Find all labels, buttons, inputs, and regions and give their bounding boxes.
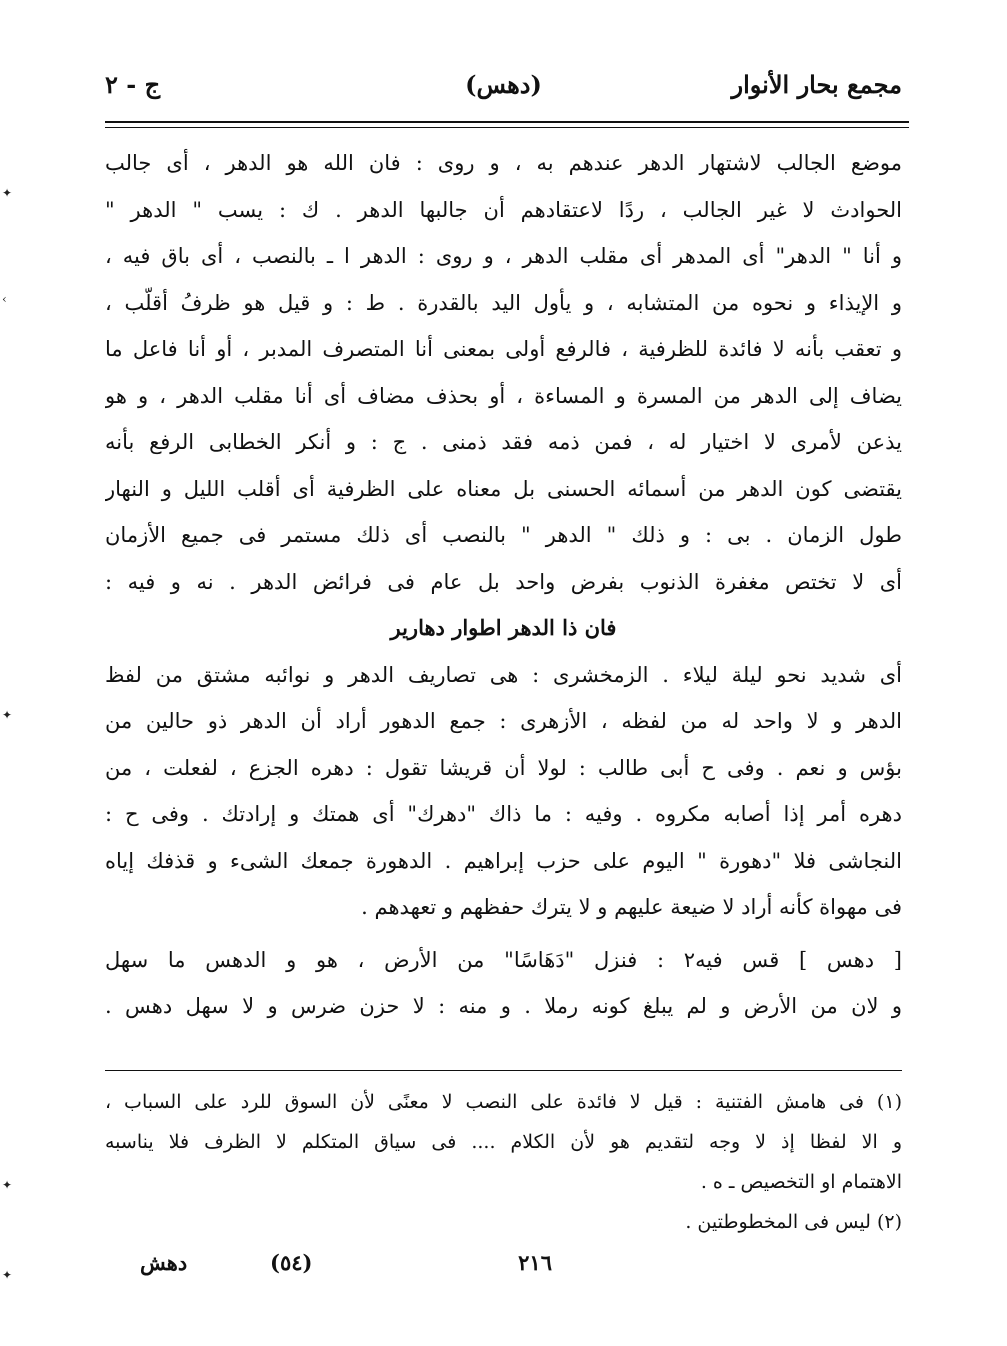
verse-line: فان ذا الدهر اطوار دهارير xyxy=(390,615,617,640)
footnote-line: (١) فى هامش الفتنية : قيل لا فائدة على النصب لا معنًى لأن السوق للرد على السباب ، xyxy=(105,1091,902,1113)
text-line: طول الزمان . بى : و ذلك " الدهر " بالنصب أى ذلك مستمر فى جميع الأزمان xyxy=(105,523,902,547)
header-rule xyxy=(105,121,909,123)
text-line: الحوادث لا غير الجالب ، ردًا لاعتقادهم أن جالبها الدهر . ك : يسب " الدهر " xyxy=(105,197,902,222)
text-line: دهره أمر إذا أصابه مكروه . وفيه : ما ذاك "دهرك" أى همتك و إرادتك . وفى ح : xyxy=(105,802,902,826)
text-line: موضع الجالب لاشتهار الدهر عندهم به ، و روى : فان الله هو الدهر ، أى جالب xyxy=(105,151,902,175)
page-header xyxy=(105,70,902,120)
sequence-number: (٥٤) xyxy=(270,1250,313,1275)
text-line: و لان من الأرض و لم يبلغ كونه رملا . و منه : لا حزن ضرس و لا سهل دهس . xyxy=(105,994,902,1018)
text-line: النجاشى فلا "دهورة " اليوم على حزب إبراهيم . الدهورة جمعك الشىء و قذفك إياه xyxy=(105,848,902,873)
page-footer xyxy=(140,1250,902,1284)
footnotes xyxy=(105,1082,902,1242)
main-text xyxy=(105,140,902,1030)
text-line: [ دهس ] قس فيه٢ : فنزل "دَهَاسًا" من الأرض ، هو و الدهس ما سهل xyxy=(105,947,902,972)
footnote-line: (٢) ليس فى المخطوطتين . xyxy=(685,1211,902,1233)
text-line: أى شديد نحو ليلة ليلاء . الزمخشرى : هى تصاريف الدهر و نوائبه مشتق من لفظ xyxy=(105,662,902,687)
footnote-line: الاهتمام او التخصيص ـ ه . xyxy=(700,1171,902,1193)
text-line: أى لا تختص مغفرة الذنوب بفرض واحد بل عام فى فرائض الدهر . نه و فيه : xyxy=(105,569,902,594)
entry-heading: (دهس) xyxy=(465,70,542,99)
margin-mark-icon: ✦ xyxy=(2,708,13,722)
margin-mark-icon: ‹ xyxy=(2,292,7,306)
text-line: الدهر و لا واحد له من لفظه ، الأزهرى : جمع الدهور أراد أن الدهر ذو حالين من xyxy=(105,709,902,733)
margin-mark-icon: ✦ xyxy=(2,186,13,200)
text-line: فى مهواة كأنه أراد لا ضيعة عليهم و لا يترك حفظهم و تعهدهم . xyxy=(361,895,902,919)
catchword: دهش xyxy=(140,1250,188,1275)
footnote-line: و الا لفظا إذ لا وجه لتقديم هو لأن الكلام .... فى سياق المتكلم لا الظرف فلا يناسبه xyxy=(105,1131,902,1153)
book-title: مجمع بحار الأنوار xyxy=(731,70,902,99)
text-line: يقتضى كون الدهر من أسمائه الحسنى بل معناه على الظرفية أى أقلب الليل و النهار xyxy=(105,476,902,501)
text-line: يذعن لأمرى لا اختيار له ، فمن ذمه فقد ذمنى . ج : و أنكر الخطابى الرفع بأنه xyxy=(105,430,902,454)
volume-label: ج - ٢ xyxy=(105,70,161,99)
margin-mark-icon: ✦ xyxy=(2,1268,13,1282)
header-rule-thin xyxy=(105,127,909,128)
footnote-separator xyxy=(105,1070,902,1071)
margin-mark-icon: ✦ xyxy=(2,1178,13,1192)
text-line: يضاف إلى الدهر من المسرة و المساءة ، أو بحذف مضاف أى أنا مقلب الدهر ، و هو xyxy=(105,383,902,408)
text-line: و تعقب بأنه لا فائدة للظرفية ، فالرفع أولى بمعنى أنا المتصرف المدبر ، أو أنا فاعل ما xyxy=(105,337,902,361)
text-line: بؤس و نعم . وفى ح أبى طالب : لولا أن قريشا تقول : دهره الجزع ، لفعلت ، من xyxy=(105,755,902,780)
page-number: ٢١٦ xyxy=(518,1250,552,1275)
text-line: و الإيذاء و نحوه من المتشابه ، و يأول اليد بالقدرة . ط : و قيل هو ظرفُ أقلّب ، xyxy=(105,290,902,315)
text-line: و أنا " الدهر" أى المدهر أى مقلب الدهر ، و روى : الدهر ا ـ بالنصب ، أى باق فيه ، xyxy=(105,244,902,268)
